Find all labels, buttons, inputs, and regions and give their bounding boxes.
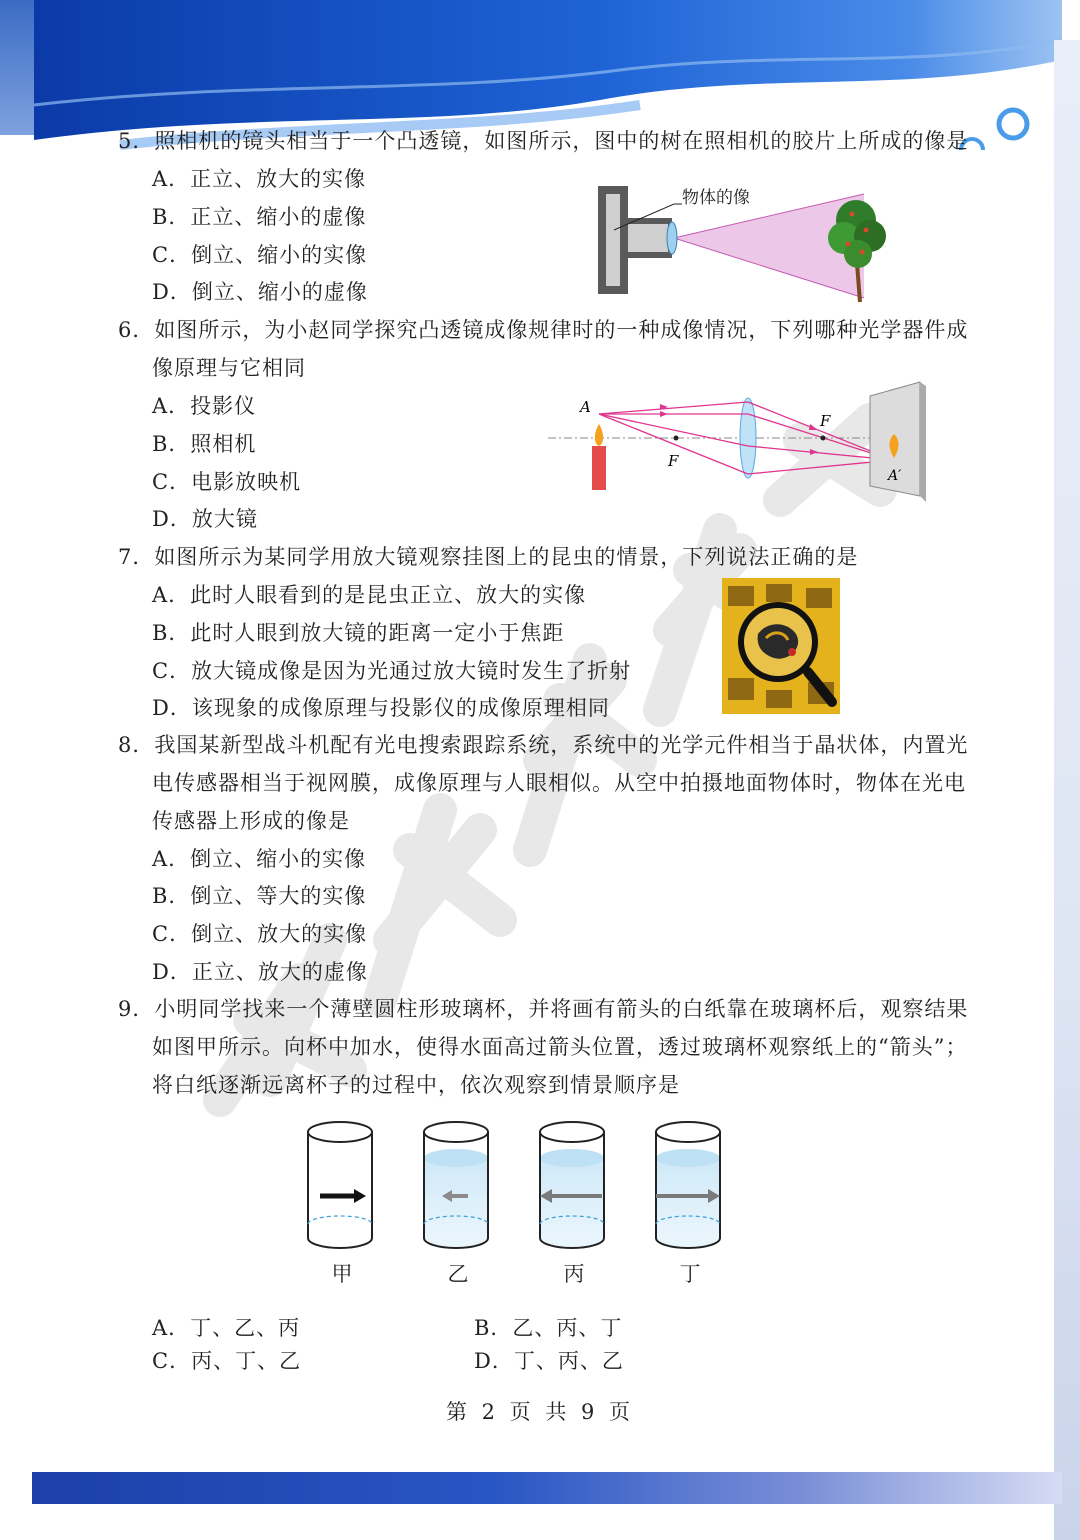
cup-label-ding: 丁 bbox=[679, 1262, 701, 1286]
camera-figure-label: 物体的像 bbox=[682, 188, 750, 207]
q8-stem-line-2: 电传感器相当于视网膜，成像原理与人眼相似。从空中拍摄地面物体时，物体在光电 bbox=[152, 771, 966, 795]
cup-yi bbox=[424, 1122, 488, 1248]
q9-stem-line-2: 如图甲所示。向杯中加水，使得水面高过箭头位置，透过玻璃杯观察纸上的“箭头”； bbox=[152, 1035, 968, 1059]
cup-figures bbox=[300, 1118, 730, 1254]
q7-option-b: B．此时人眼到放大镜的距离一定小于焦距 bbox=[152, 621, 565, 645]
lens-ray-diagram bbox=[548, 374, 928, 506]
right-edge-decoration bbox=[1054, 40, 1080, 1540]
q6-option-a: A．投影仪 bbox=[152, 394, 257, 418]
q6-stem-line-1: 6．如图所示，为小赵同学探究凸透镜成像规律时的一种成像情况，下列哪种光学器件成 bbox=[118, 318, 969, 342]
q6-stem-line-2: 像原理与它相同 bbox=[152, 356, 306, 380]
q9-stem-line-3: 将白纸逐渐远离杯子的过程中，依次观察到情景顺序是 bbox=[152, 1073, 680, 1097]
cup-ding bbox=[656, 1122, 720, 1248]
cup-label-jia: 甲 bbox=[331, 1262, 353, 1286]
q8-option-b: B．倒立、等大的实像 bbox=[152, 884, 367, 908]
q7-option-d: D．该现象的成像原理与投影仪的成像原理相同 bbox=[152, 696, 610, 720]
cup-label-bing: 丙 bbox=[563, 1262, 585, 1286]
q5-option-d: D．倒立、缩小的虚像 bbox=[152, 280, 368, 304]
cup-bing bbox=[540, 1122, 604, 1248]
page-number: 第 2 页 共 9 页 bbox=[445, 1400, 635, 1424]
q5-stem-line-1: 5．照相机的镜头相当于一个凸透镜，如图所示，图中的树在照相机的胶片上所成的像是 bbox=[118, 129, 969, 153]
left-edge-decoration bbox=[0, 0, 34, 135]
q6-option-d: D．放大镜 bbox=[152, 507, 258, 531]
q5-option-c: C．倒立、缩小的实像 bbox=[152, 243, 368, 267]
q8-stem-line-1: 8．我国某新型战斗机配有光电搜索跟踪系统，系统中的光学元件相当于晶状体，内置光 bbox=[118, 733, 969, 757]
q9-option-a: A．丁、乙、丙 bbox=[152, 1316, 301, 1340]
q9-option-c: C．丙、丁、乙 bbox=[152, 1349, 302, 1373]
q8-option-d: D．正立、放大的虚像 bbox=[152, 960, 368, 984]
q7-option-c: C．放大镜成像是因为光通过放大镜时发生了折射 bbox=[152, 659, 632, 683]
q8-option-a: A．倒立、缩小的实像 bbox=[152, 847, 367, 871]
q9-stem-line-1: 9．小明同学找来一个薄壁圆柱形玻璃杯，并将画有箭头的白纸靠在玻璃杯后，观察结果 bbox=[118, 997, 969, 1021]
cup-jia bbox=[308, 1122, 372, 1248]
cup-label-yi: 乙 bbox=[447, 1262, 469, 1286]
q5-option-a: A．正立、放大的实像 bbox=[152, 167, 367, 191]
q8-option-c: C．倒立、放大的实像 bbox=[152, 922, 368, 946]
magnifier-photo bbox=[722, 578, 840, 714]
camera-figure bbox=[594, 180, 904, 308]
label-object-a: A bbox=[580, 398, 591, 416]
label-focus-right: F bbox=[820, 412, 831, 430]
q7-option-a: A．此时人眼看到的是昆虫正立、放大的实像 bbox=[152, 583, 587, 607]
label-focus-left: F bbox=[668, 452, 679, 470]
q7-stem-line-1: 7．如图所示为某同学用放大镜观察挂图上的昆虫的情景，下列说法正确的是 bbox=[118, 545, 859, 569]
q6-option-b: B．照相机 bbox=[152, 432, 257, 456]
q6-option-c: C．电影放映机 bbox=[152, 470, 302, 494]
footer-decoration bbox=[32, 1472, 1062, 1504]
q8-stem-line-3: 传感器上形成的像是 bbox=[152, 809, 350, 833]
q5-option-b: B．正立、缩小的虚像 bbox=[152, 205, 367, 229]
q9-option-b: B．乙、丙、丁 bbox=[474, 1316, 623, 1340]
q9-option-d: D．丁、丙、乙 bbox=[474, 1349, 624, 1373]
label-image-a-prime: A′ bbox=[888, 468, 902, 484]
